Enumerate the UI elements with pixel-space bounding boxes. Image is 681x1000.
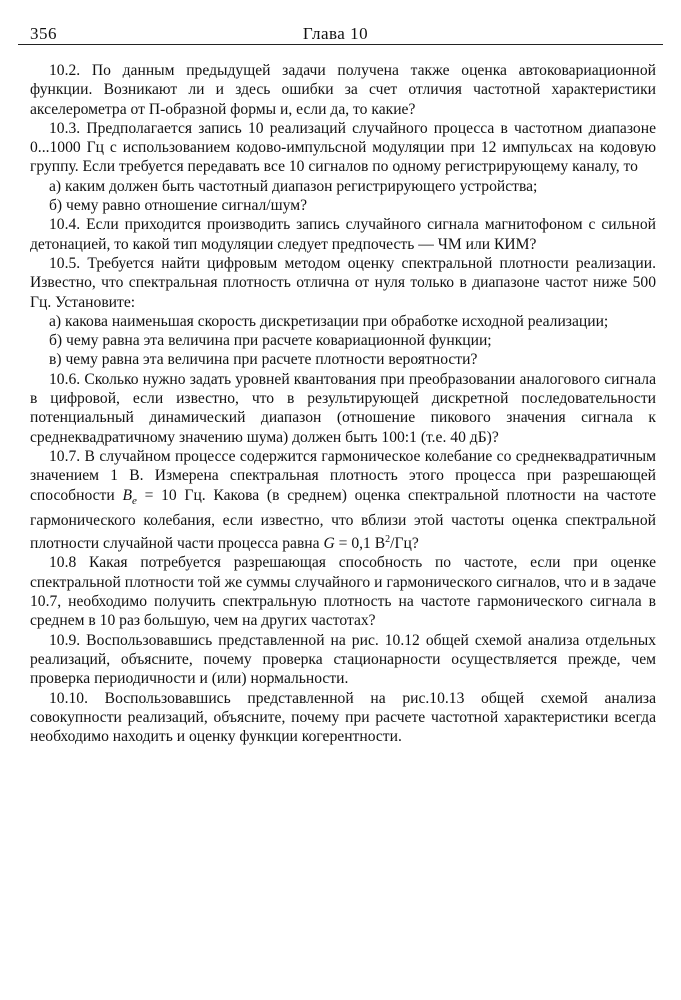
problem-10-2: 10.2. По данным предыдущей задачи получена также оценка автоковариационной функции. Возникают ли и здесь ошибки за счет отличия частотной характеристики акселерометра от П-образной формы и, если да, то какие? xyxy=(30,62,656,118)
problem-10-3-option-a: а) каким должен быть частотный диапазон регистрирующего устройства; xyxy=(49,177,538,195)
density-unit-exponent: 2 xyxy=(385,534,391,546)
problem-10-7-part-1: 10.7. В случайном процессе содержится гармоническое колебание со среднеквадратичным значением 1 В. Измерена спектральная плотность этого процесса при разрешающей способности xyxy=(30,447,656,504)
density-unit: /Гц? xyxy=(390,535,419,553)
density-value: = 0,1 В xyxy=(334,535,386,553)
problem-10-9: 10.9. Воспользовавшись представленной на рис. 10.12 общей схемой анализа отдельных реализаций, объясните, почему проверка стационарности осуществляется прежде, чем проверка периодичности и (или) нормальности. xyxy=(30,631,656,688)
problem-10-3: 10.3. Предполагается запись 10 реализаций случайного процесса в частотном диапазоне 0...1000 Гц с использованием кодово-импульсной модуляции при 12 импульсах на кодовую группу. Если требуется передавать все 10 сигналов по одному регистрирующему каналу, то xyxy=(30,119,656,176)
page-header xyxy=(18,14,653,44)
problem-10-8: 10.8 Какая потребуется разрешающая способность по частоте, если при оценке спектральной плотности той же суммы случайного и гармонического сигналов, что и в задаче 10.7, необходимо получить спектральную плотность на частоте гармонического сигнала в среднем в 10 раз большую, чем на других частотах? xyxy=(30,554,656,630)
resolution-symbol: B xyxy=(122,486,132,504)
problem-10-5: 10.5. Требуется найти цифровым методом оценку спектральной плотности реализации. Известно, что спектральная плотность отлична от нуля только в диапазоне частот ниже 500 Гц. Установите: xyxy=(30,254,656,311)
problem-10-4: 10.4. Если приходится производить запись случайного сигнала магнитофоном с сильной детонацией, то какой тип модуляции следует предпочесть — ЧМ или КИМ? xyxy=(30,216,656,253)
resolution-subscript: e xyxy=(131,494,137,507)
problems-text xyxy=(30,61,656,746)
problem-10-7 xyxy=(30,447,656,553)
page-number: 356 xyxy=(30,24,57,43)
problem-10-7-part-2: = 10 Гц. Какова (в среднем) оценка спектральной плотности на частоте гармонического колебания, если известно, что вблизи этой частоты оценка спектральной плотности случайной части процесса равна xyxy=(30,486,656,553)
problem-10-5-option-c: в) чему равна эта величина при расчете плотности вероятности? xyxy=(49,351,478,369)
problem-10-5-option-a: а) какова наименьшая скорость дискретизации при обработке исходной реализации; xyxy=(49,312,609,330)
header-rule xyxy=(18,44,663,45)
problem-10-6: 10.6. Сколько нужно задать уровней квантования при преобразовании аналогового сигнала в цифровой, если известно, что в результирующей дискретной последовательности потенциальный динамический диапазон (отношение пикового значения сигнала к среднеквадратичному значению шума) должен быть 100:1 (т.е. 40 дБ)? xyxy=(30,370,656,446)
chapter-title: Глава 10 xyxy=(302,24,369,43)
problem-10-3-option-b: б) чему равно отношение сигнал/шум? xyxy=(49,197,308,215)
problem-10-5-option-b: б) чему равна эта величина при расчете ковариационной функции; xyxy=(49,332,492,350)
density-symbol: G xyxy=(323,535,335,553)
problem-10-10: 10.10. Воспользовавшись представленной на рис.10.13 общей схемой анализа совокупности реализаций, объясните, почему при расчете частотной характеристики всегда необходимо находить и оценку функции когерентности. xyxy=(30,689,656,746)
